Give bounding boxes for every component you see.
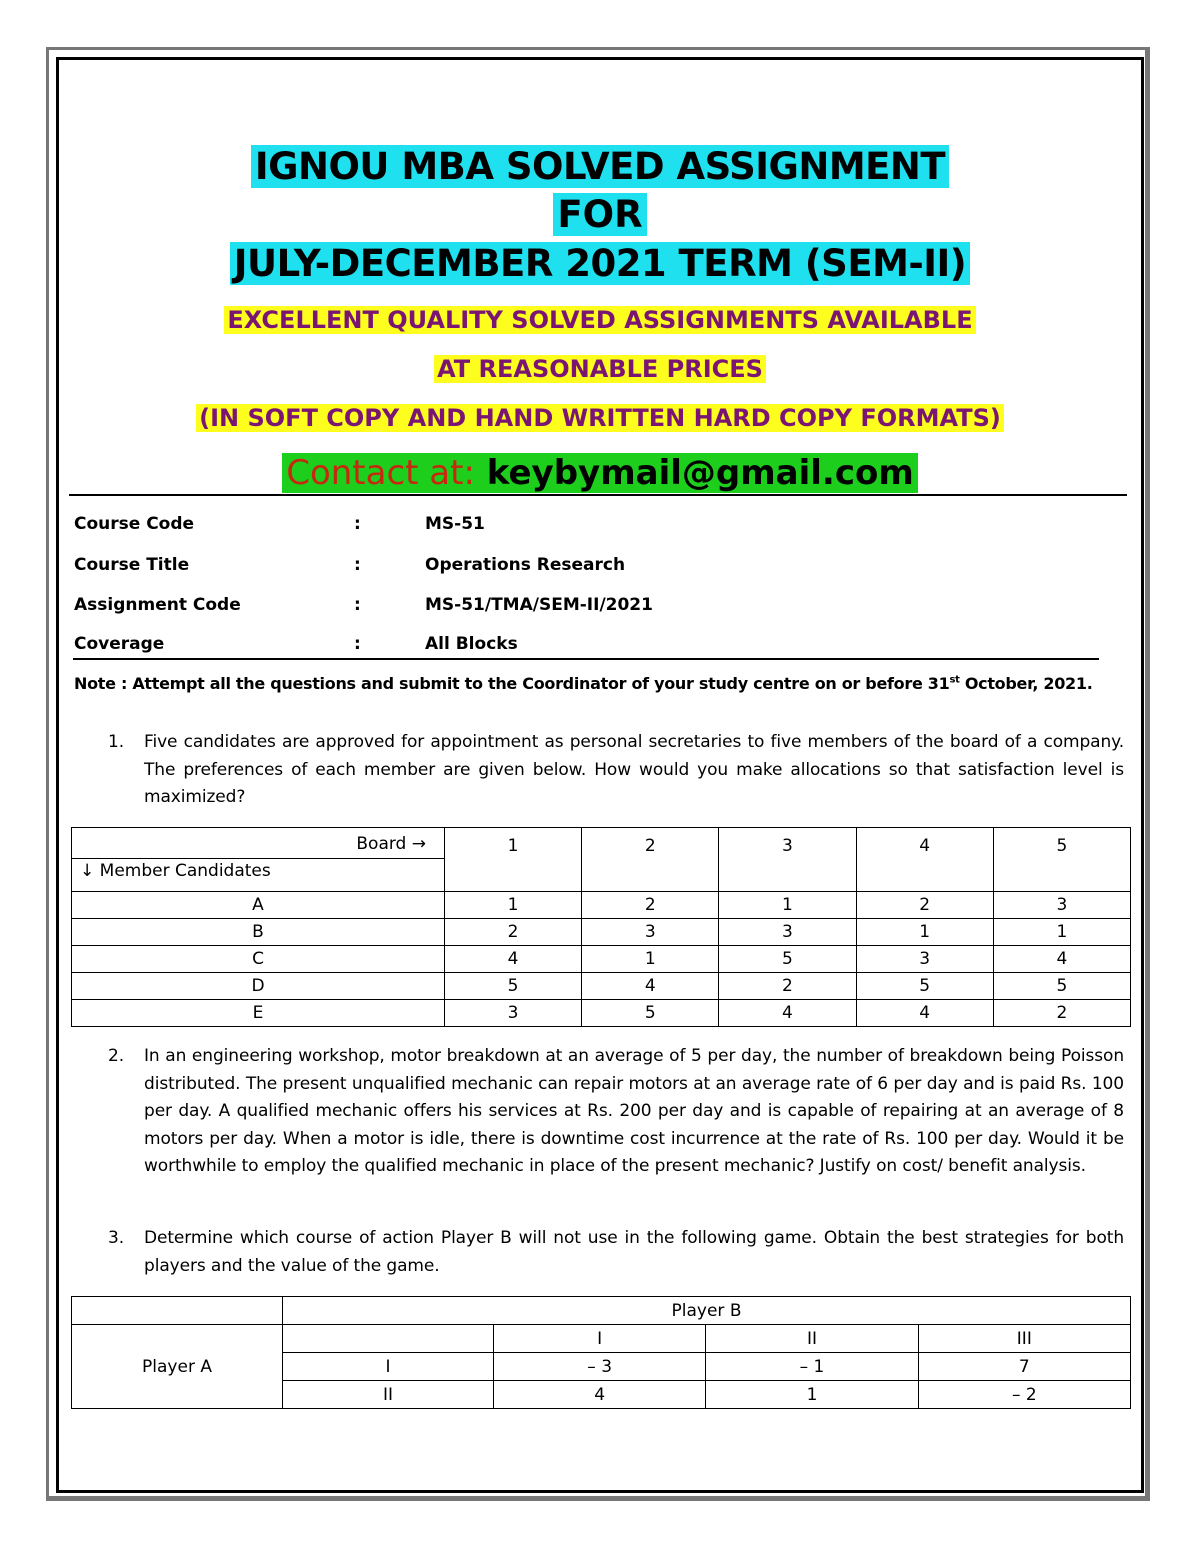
promo-line-1: EXCELLENT QUALITY SOLVED ASSIGNMENTS AVAILABLE xyxy=(0,304,1200,336)
question-1: 1. Five candidates are approved for appointment as personal secretaries to five members of the board of a company. The preferences of each member are given below. How would you make allocations so that satisfaction level is maximized? xyxy=(108,732,1124,807)
column-header: III xyxy=(918,1325,1130,1353)
title-line-3: JULY-DECEMBER 2021 TERM (SEM-II) xyxy=(0,241,1200,287)
header-divider xyxy=(69,494,1127,496)
column-header: I xyxy=(494,1325,706,1353)
question-3: 3. Determine which course of action Player B will not use in the following game. Obtain the best strategies for both players and the value of the game. xyxy=(108,1228,1124,1276)
meta-divider xyxy=(73,658,1099,660)
game-table xyxy=(71,1296,1131,1409)
title-line-1: IGNOU MBA SOLVED ASSIGNMENT xyxy=(0,144,1200,190)
table-row: B 2 3 3 1 1 xyxy=(72,919,1131,946)
table-row: D 5 4 2 5 5 xyxy=(72,973,1131,1000)
player-a-header: Player A xyxy=(72,1325,283,1409)
contact-email[interactable]: keybymail@gmail.com xyxy=(486,453,914,493)
meta-coverage: Coverage : All Blocks xyxy=(74,634,518,654)
promo-line-3: (IN SOFT COPY AND HAND WRITTEN HARD COPY FORMATS) xyxy=(0,402,1200,434)
table-row: A 1 2 1 2 3 xyxy=(72,892,1131,919)
table-header-corner: Board → ↓ Member Candidates xyxy=(72,828,445,892)
column-header: 1 xyxy=(445,828,582,892)
title-line-2: FOR xyxy=(0,192,1200,238)
promo-line-2: AT REASONABLE PRICES xyxy=(0,353,1200,385)
table-row xyxy=(72,828,1131,892)
note: Note : Attempt all the questions and submit to the Coordinator of your study centre on or before 31st October, 2021. xyxy=(74,674,1093,693)
column-header: 5 xyxy=(993,828,1130,892)
question-2: 2. In an engineering workshop, motor breakdown at an average of 5 per day, the number of breakdown being Poisson distributed. The present unqualified mechanic can repair motors at an average rate of 6 per day and is paid Rs. 100 per day. A qualified mechanic offers his services at Rs. 200 per day and is capable of repairing at an average of 8 motors per day. When a motor is idle, there is downtime cost incurrence at the rate of Rs. 100 per day. Would it be worthwhile to employ the qualified mechanic in place of the present mechanic? Justify on cost/ benefit analysis. xyxy=(108,1046,1124,1176)
table-row: E 3 5 4 4 2 xyxy=(72,1000,1131,1027)
table-row xyxy=(72,1297,1131,1325)
table-row xyxy=(72,1325,1131,1353)
column-header: II xyxy=(706,1325,918,1353)
table-row: II 4 1 – 2 xyxy=(72,1381,1131,1409)
column-header: 3 xyxy=(719,828,856,892)
contact-line xyxy=(0,451,1200,495)
column-header: 4 xyxy=(856,828,993,892)
meta-assignment-code: Assignment Code : MS-51/TMA/SEM-II/2021 xyxy=(74,595,653,615)
contact-label: Contact at: xyxy=(286,453,475,493)
column-header: 2 xyxy=(582,828,719,892)
player-b-header: Player B xyxy=(283,1297,1131,1325)
meta-course-code: Course Code : MS-51 xyxy=(74,514,485,534)
preference-table xyxy=(71,827,1131,1027)
meta-course-title: Course Title : Operations Research xyxy=(74,555,626,575)
table-row: C 4 1 5 3 4 xyxy=(72,946,1131,973)
table-row: I – 3 – 1 7 xyxy=(72,1353,1131,1381)
